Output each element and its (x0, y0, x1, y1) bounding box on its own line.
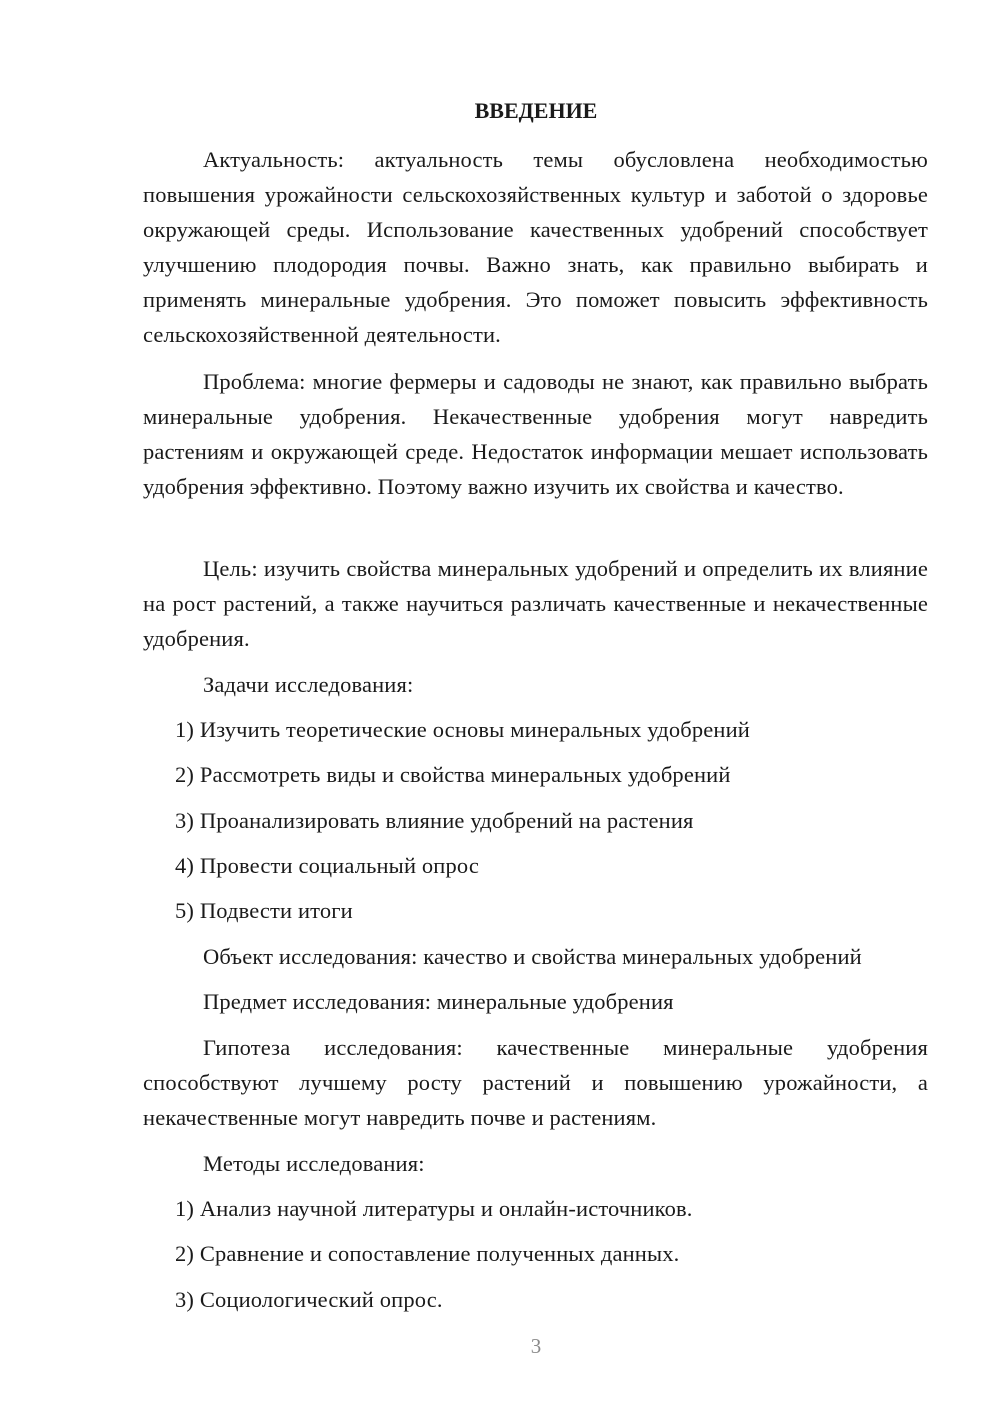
problem-paragraph: Проблема: многие фермеры и садоводы не знают, как правильно выбрать минеральные удобрения. Некачественные удобрения могут навредить растениям и окружающей среде. Недостаток информации мешает использовать удобрения эффективно. Поэтому важно изучить их свойства и качество. (143, 369, 928, 499)
task-item: 2) Рассмотреть виды и свойства минеральных удобрений (175, 762, 731, 787)
task-item: 3) Проанализировать влияние удобрений на растения (175, 808, 694, 833)
method-item: 3) Социологический опрос. (175, 1287, 443, 1312)
task-item: 1) Изучить теоретические основы минеральных удобрений (175, 717, 750, 742)
hypothesis-paragraph: Гипотеза исследования: качественные минеральные удобрения способствуют лучшему росту растений и повышению урожайности, а некачественные могут навредить почве и растениям. (143, 1035, 928, 1130)
research-object: Объект исследования: качество и свойства минеральных удобрений (203, 944, 862, 969)
tasks-heading: Задачи исследования: (203, 672, 414, 697)
relevance-paragraph: Актуальность: актуальность темы обусловлена необходимостью повышения урожайности сельскохозяйственных культур и заботой о здоровье окружающей среды. Использование качественных удобрений способствует улучшению плодородия почвы. Важно знать, как правильно выбирать и применять минеральные удобрения. Это поможет повысить эффективность сельскохозяйственной деятельности. (143, 147, 928, 347)
page-number: 3 (530, 1334, 542, 1358)
task-item: 5) Подвести итоги (175, 898, 353, 923)
research-subject: Предмет исследования: минеральные удобрения (203, 989, 674, 1014)
goal-paragraph: Цель: изучить свойства минеральных удобрений и определить их влияние на рост растений, а также научиться различать качественные и некачественные удобрения. (143, 556, 928, 651)
task-item: 4) Провести социальный опрос (175, 853, 479, 878)
method-item: 1) Анализ научной литературы и онлайн-источников. (175, 1196, 693, 1221)
method-item: 2) Сравнение и сопоставление полученных данных. (175, 1241, 680, 1266)
methods-heading: Методы исследования: (203, 1151, 425, 1176)
section-title: ВВЕДЕНИЕ (474, 98, 598, 123)
